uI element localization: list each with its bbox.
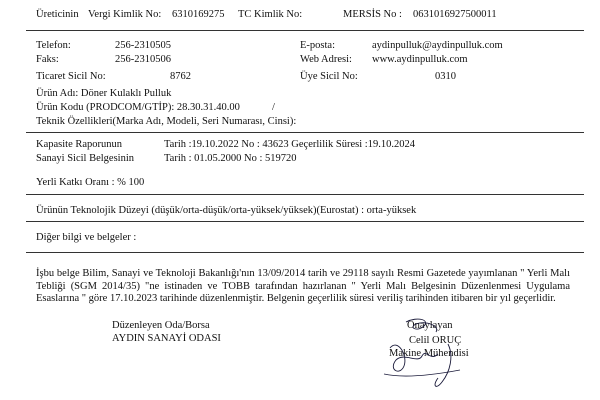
email-value: aydinpulluk@aydinpulluk.com: [372, 40, 503, 51]
approver-name: Celil ORUÇ: [409, 335, 462, 346]
mersis-value: 0631016927500011: [413, 9, 497, 20]
industry-registry-label: Sanayi Sicil Belgesinin: [36, 153, 134, 164]
statement-paragraph: İşbu belge Bilim, Sanayi ve Teknoloji Bakanlığı'nın 13/09/2014 tarih ve 29118 sayılı Resmi Gazetede yayımlanan " Yerli Malı Tebliği (SGM 2014/35) "ne istinaden ve TOBB tarafından hazırlanan " Yerli Malı Belgesinin Düzenlenmesi Uygulama Esaslarına " göre 17.10.2023 tarihinde düzenlenmiştir. Belgenin geçerlilik süresi veriliş tarihinden itibaren bir yıl geçerlidir.: [36, 268, 570, 304]
product-name: Ürün Adı: Döner Kulaklı Pulluk: [36, 88, 172, 99]
member-registry-label: Üye Sicil No:: [300, 71, 358, 82]
member-registry-value: 0310: [435, 71, 456, 82]
web-label: Web Adresi:: [300, 54, 352, 65]
divider: [26, 252, 584, 253]
producer-label: Üreticinin: [36, 9, 79, 20]
trade-registry-label: Ticaret Sicil No:: [36, 71, 106, 82]
trade-registry-value: 8762: [170, 71, 191, 82]
fax-label: Faks:: [36, 54, 59, 65]
tc-id-label: TC Kimlik No:: [238, 9, 303, 20]
tax-id-value: 6310169275: [172, 9, 225, 20]
signature-image: [378, 316, 496, 396]
product-code: Ürün Kodu (PRODCOM/GTİP): 28.30.31.40.00: [36, 102, 240, 113]
web-value: www.aydinpulluk.com: [372, 54, 468, 65]
local-content-rate: Yerli Katkı Oranı : % 100: [36, 177, 145, 188]
divider: [26, 132, 584, 133]
product-code-separator: /: [272, 102, 275, 113]
divider: [26, 30, 584, 31]
issuer-name: AYDIN SANAYİ ODASI: [112, 333, 221, 344]
tax-id-label: Vergi Kimlik No:: [88, 9, 162, 20]
technical-features: Teknik Özellikleri(Marka Adı, Modeli, Seri Numarası, Cinsi):: [36, 116, 297, 127]
divider: [26, 221, 584, 222]
approver-title: Makine Mühendisi: [389, 348, 469, 359]
technology-level: Ürünün Teknolojik Düzeyi (düşük/orta-düşük/orta-yüksek/yüksek)(Eurostat) : orta-yüksek: [36, 205, 417, 216]
phone-value: 256-2310505: [115, 40, 171, 51]
issuer-label: Düzenleyen Oda/Borsa: [112, 320, 210, 331]
divider: [26, 194, 584, 195]
email-label: E-posta:: [300, 40, 335, 51]
capacity-report-details: Tarih :19.10.2022 No : 43623 Geçerlilik Süresi :19.10.2024: [164, 139, 415, 150]
capacity-report-label: Kapasite Raporunun: [36, 139, 123, 150]
approver-label: Onaylayan: [407, 320, 453, 331]
mersis-label: MERSİS No :: [343, 9, 402, 20]
phone-label: Telefon:: [36, 40, 71, 51]
fax-value: 256-2310506: [115, 54, 171, 65]
other-info-label: Diğer bilgi ve belgeler :: [36, 232, 137, 243]
industry-registry-details: Tarih : 01.05.2000 No : 519720: [164, 153, 297, 164]
